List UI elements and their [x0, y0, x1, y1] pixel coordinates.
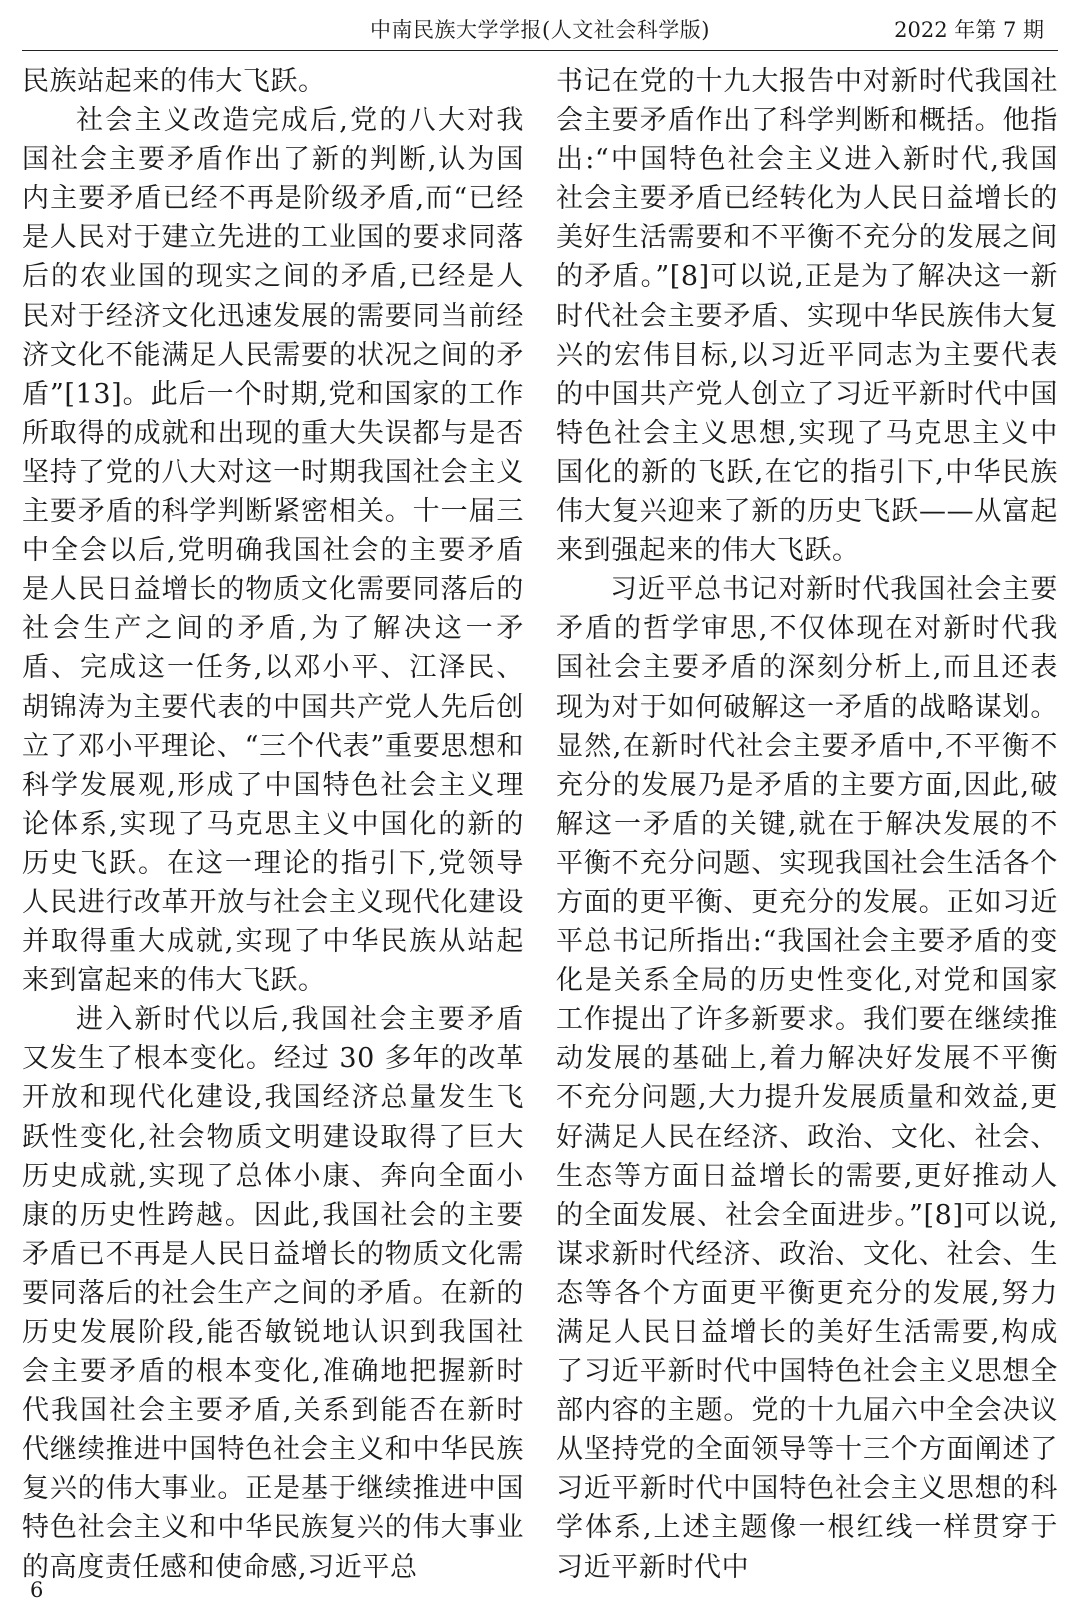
issue-label: 2022 年第 7 期 — [894, 18, 1044, 42]
paragraph: 民族站起来的伟大飞跃。 — [22, 66, 326, 97]
header-rule — [22, 50, 1058, 51]
running-header — [0, 0, 1080, 52]
paragraph: 进入新时代以后,我国社会主要矛盾又发生了根本变化。经过 30 多年的改革开放和现代化建设,我国经济总量发生飞跃性变化,社会物质文明建设取得了巨大历史成就,实现了总体小康、奔向全面小康的历史性跨越。因此,我国社会的主要矛盾已不再是人民日益增长的物质文化需要同落后的社会生产之间的矛盾。在新的历史发展阶段,能否敏锐地认识到我国社会主要矛盾的根本变化,准确地把握新时代我国社会主要矛盾,关系到能否在新时代继续推进中国特色社会主义和中华民族复兴的伟大事业。正是基于继续推进中国特色社会主义和中华民族复兴的伟大事业的高度责任感和使命感,习近平总 — [22, 1004, 524, 1583]
right-column — [556, 62, 1058, 1587]
paragraph: 书记在党的十九大报告中对新时代我国社会主要矛盾作出了科学判断和概括。他指出:“中国特色社会主义进入新时代,我国社会主要矛盾已经转化为人民日益增长的美好生活需要和不平衡不充分的发展之间的矛盾。”[8]可以说,正是为了解决这一新时代社会主要矛盾、实现中华民族伟大复兴的宏伟目标,以习近平同志为主要代表的中国共产党人创立了习近平新时代中国特色社会主义思想,实现了马克思主义中国化的新的飞跃,在它的指引下,中华民族伟大复兴迎来了新的历史飞跃——从富起来到强起来的伟大飞跃。 — [556, 66, 1058, 567]
paragraph: 社会主义改造完成后,党的八大对我国社会主要矛盾作出了新的判断,认为国内主要矛盾已经不再是阶级矛盾,而“已经是人民对于建立先进的工业国的要求同落后的农业国的现实之间的矛盾,已经是人民对于经济文化迅速发展的需要同当前经济文化不能满足人民需要的状况之间的矛盾”[13]。此后一个时期,党和国家的工作所取得的成就和出现的重大失误都与是否坚持了党的八大对这一时期我国社会主义主要矛盾的科学判断紧密相关。十一届三中全会以后,党明确我国社会的主要矛盾是人民日益增长的物质文化需要同落后的社会生产之间的矛盾,为了解决这一矛盾、完成这一任务,以邓小平、江泽民、胡锦涛为主要代表的中国共产党人先后创立了邓小平理论、“三个代表”重要思想和科学发展观,形成了中国特色社会主义理论体系,实现了马克思主义中国化的新的历史飞跃。在这一理论的指引下,党领导人民进行改革开放与社会主义现代化建设并取得重大成就,实现了中华民族从站起来到富起来的伟大飞跃。 — [22, 105, 524, 997]
page-number: 6 — [30, 1578, 44, 1602]
left-column — [22, 62, 524, 1587]
journal-title: 中南民族大学学报(人文社会科学版) — [370, 18, 710, 42]
paragraph: 习近平总书记对新时代我国社会主要矛盾的哲学审思,不仅体现在对新时代我国社会主要矛盾的深刻分析上,而且还表现为对于如何破解这一矛盾的战略谋划。显然,在新时代社会主要矛盾中,不平衡不充分的发展乃是矛盾的主要方面,因此,破解这一矛盾的关键,就在于解决发展的不平衡不充分问题、实现我国社会生活各个方面的更平衡、更充分的发展。正如习近平总书记所指出:“我国社会主要矛盾的变化是关系全局的历史性变化,对党和国家工作提出了许多新要求。我们要在继续推动发展的基础上,着力解决好发展不平衡不充分问题,大力提升发展质量和效益,更好满足人民在经济、政治、文化、社会、生态等方面日益增长的需要,更好推动人的全面发展、社会全面进步。”[8]可以说,谋求新时代经济、政治、文化、社会、生态等各个方面更平衡更充分的发展,努力满足人民日益增长的美好生活需要,构成了习近平新时代中国特色社会主义思想全部内容的主题。党的十九届六中全会决议从坚持党的全面领导等十三个方面阐述了习近平新时代中国特色社会主义思想的科学体系,上述主题像一根红线一样贯穿于习近平新时代中 — [556, 574, 1058, 1583]
